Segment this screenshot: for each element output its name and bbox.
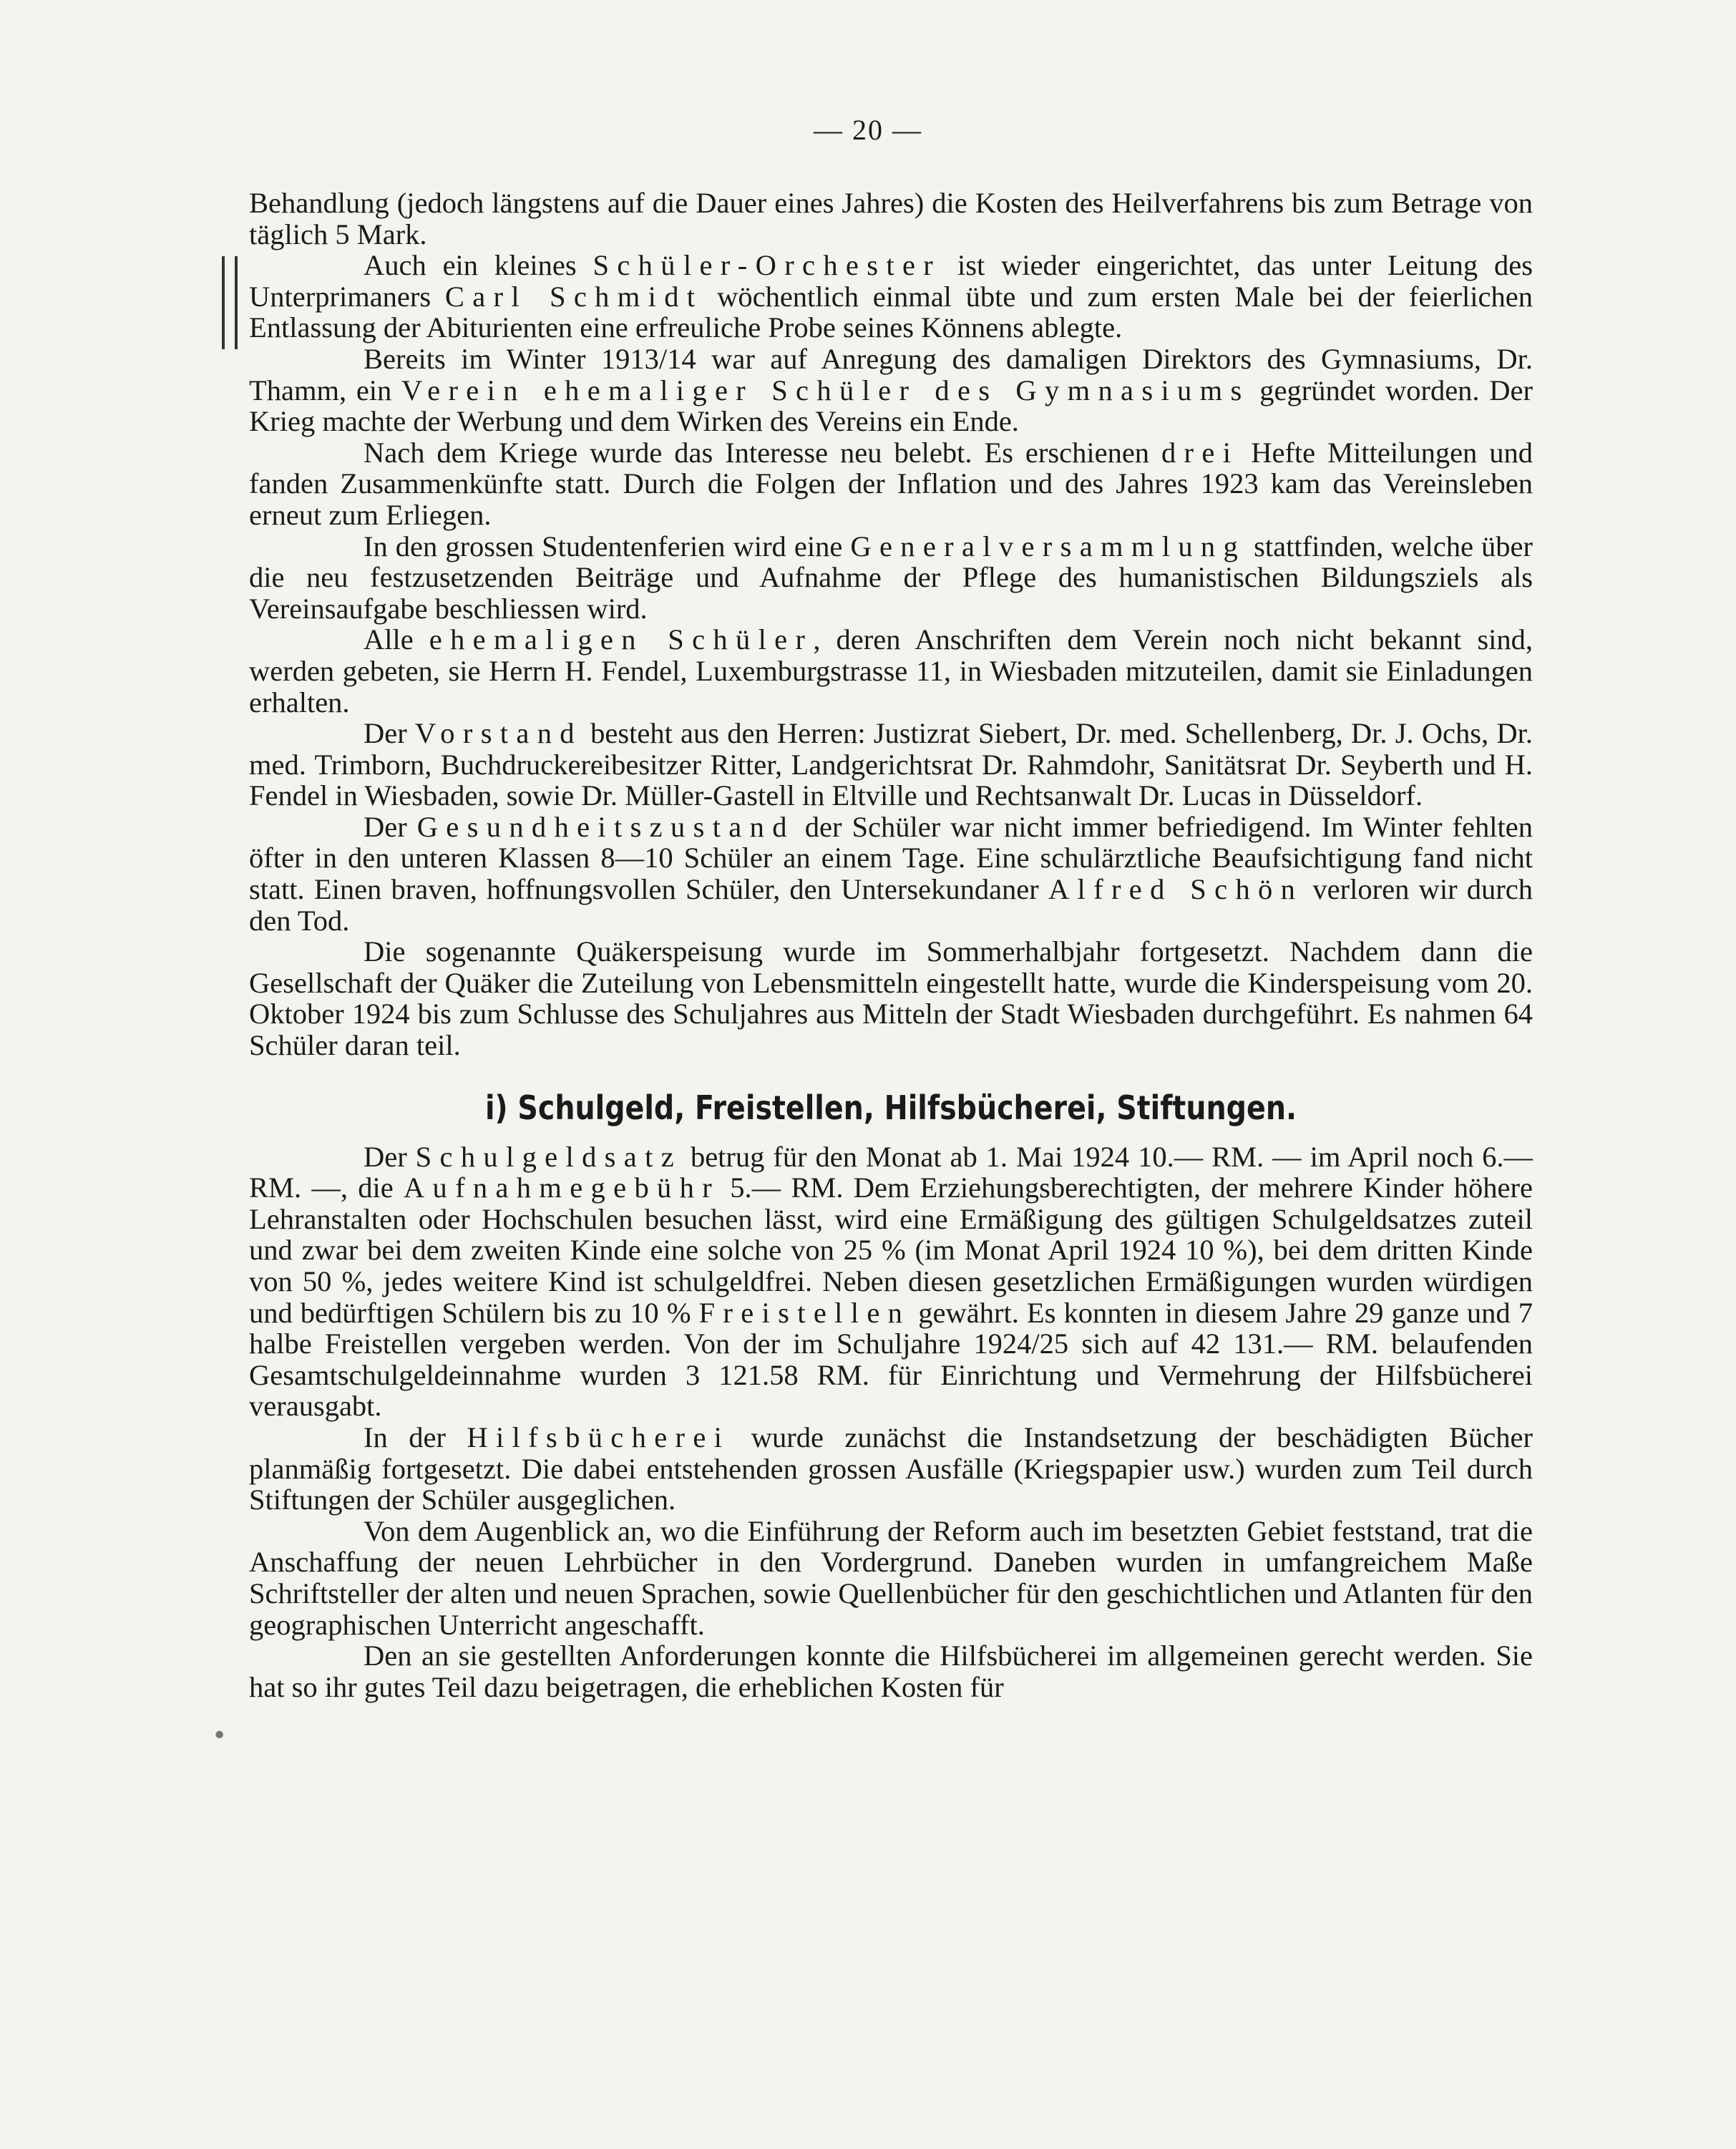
paragraph: Die sogenannte Quäkerspeisung wurde im Sommerhalbjahr fortgesetzt. Nachdem dann die Gesellschaft der Quäker die Zuteilung von Lebensmitteln eingestellt hatte, wurde die Kinderspeisung vom 20. Oktober 1924 bis zum Schlusse des Schuljahres aus Mitteln der Stadt Wiesbaden durchgeführt. Es nahmen 64 Schüler daran teil. xyxy=(249,935,1533,1062)
main-text xyxy=(249,187,1533,1702)
paragraph: Der Schulgeldsatz betrug für den Monat ab 1. Mai 1924 10.— RM. — im April noch 6.— RM. —, die Aufnahmegebühr 5.— RM. Dem Erziehungsberechtigten, der mehrere Kinder höhere Lehranstalten oder Hochschulen besuchen lässt, wird eine Ermäßigung des gültigen Schulgeldsatzes zuteil und zwar bei dem zweiten Kinde eine solche von 25 % (im Monat April 1924 10 %), bei dem dritten Kinde von 50 %, jedes weitere Kind ist schulgeldfrei. Neben diesen gesetzlichen Ermäßigungen wurden würdigen und bedürftigen Schülern bis zu 10 % Freistellen gewährt. Es konnten in diesem Jahre 29 ganze und 7 halbe Freistellen vergeben werden. Von der im Schuljahre 1924/25 sich auf 42 131.— RM. belaufenden Gesamtschulgeldeinnahme wurden 3 121.58 RM. für Einrichtung und Vermehrung der Hilfsbücherei verausgabt. xyxy=(249,1140,1533,1423)
paragraph: Auch ein kleines Schüler-Orchester ist wieder eingerichtet, das unter Leitung des Unterprimaners Carl Schmidt wöchentlich einmal übte und zum ersten Male bei der feierlichen Entlassung der Abiturienten eine erfreuliche Probe seines Könnens ablegte. xyxy=(249,249,1533,344)
paragraph: Von dem Augenblick an, wo die Einführung der Reform auch im besetzten Gebiet feststand, trat die Anschaffung der neuen Lehrbücher in den Vordergrund. Daneben wurden in umfangreichem Maße Schriftsteller der alten und neuen Sprachen, sowie Quellenbücher für den geschichtlichen und Atlanten für den geographischen Unterricht angeschafft. xyxy=(249,1514,1533,1641)
margin-mark xyxy=(222,256,238,349)
paragraph: In der Hilfsbücherei wurde zunächst die Instandsetzung der beschädigten Bücher planmäßig fortgesetzt. Die dabei entstehenden grossen Ausfälle (Kriegspapier usw.) wurden zum Teil durch Stiftungen der Schüler ausgeglichen. xyxy=(249,1421,1533,1516)
paragraph: Nach dem Kriege wurde das Interesse neu belebt. Es erschienen drei Hefte Mitteilungen und fanden Zusammenkünfte statt. Durch die Folgen der Inflation und des Jahres 1923 kam das Vereinsleben erneut zum Erliegen. xyxy=(249,436,1533,531)
paragraph: In den grossen Studentenferien wird eine Generalversammlung stattfinden, welche über die neu festzusetzenden Beiträge und Aufnahme der Pflege des humanistischen Bildungsziels als Vereinsaufgabe beschliessen wird. xyxy=(249,530,1533,625)
paragraph: Den an sie gestellten Anforderungen konnte die Hilfsbücherei im allgemeinen gerecht werden. Sie hat so ihr gutes Teil dazu beigetragen, die erheblichen Kosten für xyxy=(249,1639,1533,1703)
scan-speck-mark: • xyxy=(212,1721,228,1750)
paragraph: Der Gesundheitszustand der Schüler war nicht immer befriedigend. Im Winter fehlten öfter in den unteren Klassen 8—10 Schüler an einem Tage. Eine schulärztliche Beaufsichtigung fand nicht statt. Einen braven, hoffnungsvollen Schüler, den Untersekundaner Alfred Schön verloren wir durch den Tod. xyxy=(249,810,1533,937)
paragraph: Bereits im Winter 1913/14 war auf Anregung des damaligen Direktors des Gymnasiums, Dr. Thamm, ein Verein ehemaliger Schüler des Gymnasiums gegründet worden. Der Krieg machte der Werbung und dem Wirken des Vereins ein Ende. xyxy=(249,342,1533,438)
paragraph: Alle ehemaligen Schüler, deren Anschriften dem Verein noch nicht bekannt sind, werden gebeten, sie Herrn H. Fendel, Luxemburgstrasse 11, in Wiesbaden mitzuteilen, damit sie Einladungen erhalten. xyxy=(249,623,1533,718)
paragraph: Behandlung (jedoch längstens auf die Dauer eines Jahres) die Kosten des Heilverfahrens bis zum Betrage von täglich 5 Mark. xyxy=(249,187,1533,250)
paragraph: Der Vorstand besteht aus den Herren: Justizrat Siebert, Dr. med. Schellenberg, Dr. J. Ochs, Dr. med. Trimborn, Buchdruckereibesitzer Ritter, Landgerichtsrat Dr. Rahmdohr, Sanitätsrat Dr. Seyberth und H. Fendel in Wiesbaden, sowie Dr. Müller-Gastell in Eltville und Rechtsanwalt Dr. Lucas in Düsseldorf. xyxy=(249,717,1533,812)
page-number: — 20 — xyxy=(814,114,922,146)
section-heading: i) Schulgeld, Freistellen, Hilfsbücherei, Stiftungen. xyxy=(484,1088,1297,1127)
